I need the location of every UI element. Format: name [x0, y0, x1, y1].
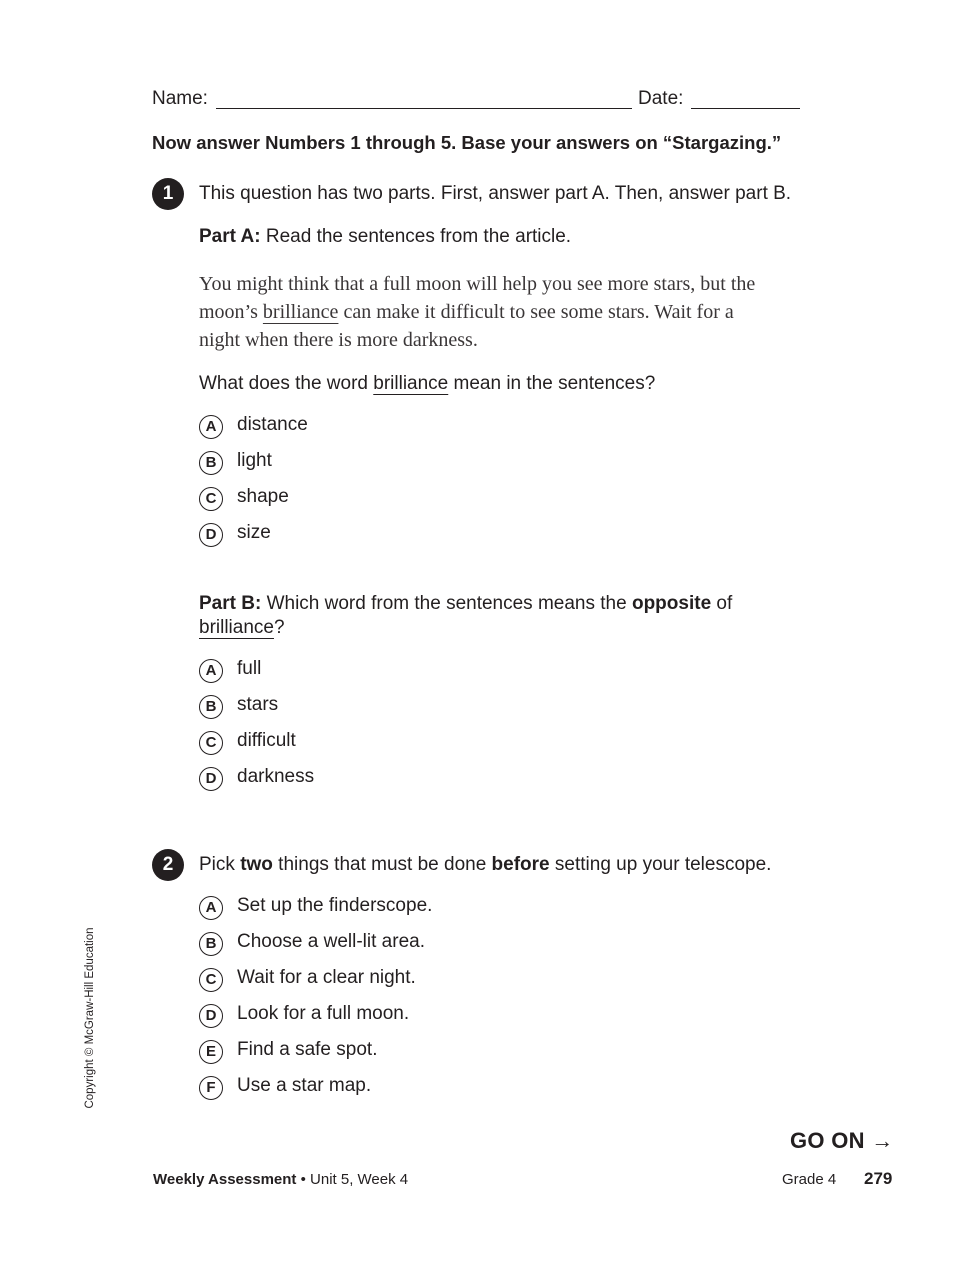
part-a-question: [199, 373, 655, 395]
part-a-text: Read the sentences from the article.: [260, 226, 572, 247]
name-field[interactable]: [216, 108, 632, 109]
answer-bubble[interactable]: D: [199, 767, 223, 791]
option-text: Wait for a clear night.: [237, 967, 416, 988]
excerpt-brilliance: brilliance: [262, 301, 339, 323]
footer-assessment-info: [153, 1171, 408, 1188]
q2-text-1: Pick: [199, 854, 241, 875]
footer-separator: •: [296, 1171, 311, 1188]
date-field[interactable]: [691, 108, 800, 109]
name-date-row: [152, 88, 802, 114]
instructions: Now answer Numbers 1 through 5. Base your answers on “Stargazing.”: [152, 132, 782, 153]
q2-before: before: [491, 854, 550, 875]
answer-bubble[interactable]: D: [199, 523, 223, 547]
footer-grade: Grade 4: [782, 1171, 837, 1188]
option-text: Choose a well-lit area.: [237, 931, 425, 952]
excerpt-line-2-start: moon’s: [199, 301, 263, 323]
answer-bubble[interactable]: D: [199, 1004, 223, 1028]
option-text: full: [237, 658, 262, 679]
option-text: stars: [237, 694, 279, 715]
excerpt-line-1: You might think that a full moon will help you see more stars, but the: [199, 273, 756, 295]
part-b-prompt-line-2: [199, 617, 285, 639]
part-a-prompt: [199, 226, 571, 248]
go-on-indicator: GO ON →: [790, 1128, 894, 1153]
answer-bubble[interactable]: C: [199, 487, 223, 511]
answer-bubble[interactable]: B: [199, 451, 223, 475]
part-a-question-start: What does the word: [199, 373, 374, 394]
part-b-prompt: [199, 593, 732, 615]
answer-bubble[interactable]: A: [199, 415, 223, 439]
option-text: Find a safe spot.: [237, 1039, 378, 1060]
answer-bubble[interactable]: C: [199, 731, 223, 755]
footer-unit: Unit 5, Week 4: [310, 1171, 409, 1188]
part-a-label: Part A:: [199, 226, 261, 247]
q2-text-3: setting up your telescope.: [549, 854, 772, 875]
question-2-prompt: [199, 854, 771, 876]
q2-text-2: things that must be done: [272, 854, 492, 875]
date-label: Date:: [638, 88, 684, 109]
answer-bubble[interactable]: A: [199, 659, 223, 683]
part-b-question-mark: ?: [273, 617, 285, 638]
question-1-intro: This question has two parts. First, answer part A. Then, answer part B.: [199, 183, 792, 204]
excerpt-line-2-end: can make it difficult to see some stars. Wait for a: [338, 301, 734, 323]
answer-bubble[interactable]: B: [199, 695, 223, 719]
excerpt-line-2: [199, 298, 819, 326]
answer-bubble[interactable]: B: [199, 932, 223, 956]
answer-bubble[interactable]: E: [199, 1040, 223, 1064]
option-text: light: [237, 450, 272, 471]
answer-bubble[interactable]: C: [199, 968, 223, 992]
option-text: size: [237, 522, 271, 543]
name-label: Name:: [152, 88, 208, 109]
q2-two: two: [240, 854, 273, 875]
answer-bubble[interactable]: A: [199, 896, 223, 920]
part-a-question-word: brilliance: [373, 373, 449, 394]
part-a-question-end: mean in the sentences?: [448, 373, 656, 394]
option-text: difficult: [237, 730, 296, 751]
article-excerpt: [199, 270, 819, 354]
part-b-brilliance: brilliance: [199, 617, 274, 638]
option-text: distance: [237, 414, 308, 435]
question-1-number: 1: [152, 178, 184, 210]
copyright-notice: Copyright © McGraw-Hill Education: [84, 927, 96, 1109]
part-b-text-end: of: [711, 593, 733, 614]
option-text: Set up the finderscope.: [237, 895, 433, 916]
part-b-label: Part B:: [199, 593, 262, 614]
part-b-opposite: opposite: [631, 593, 712, 614]
answer-bubble[interactable]: F: [199, 1076, 223, 1100]
question-2-number: 2: [152, 849, 184, 881]
excerpt-line-3: night when there is more darkness.: [199, 329, 478, 351]
option-text: Use a star map.: [237, 1075, 372, 1096]
option-text: Look for a full moon.: [237, 1003, 410, 1024]
page-number: 279: [864, 1169, 893, 1188]
footer-assessment: Weekly Assessment: [153, 1171, 297, 1188]
option-text: shape: [237, 486, 289, 507]
option-text: darkness: [237, 766, 315, 787]
part-b-text-start: Which word from the sentences means the: [261, 593, 632, 614]
